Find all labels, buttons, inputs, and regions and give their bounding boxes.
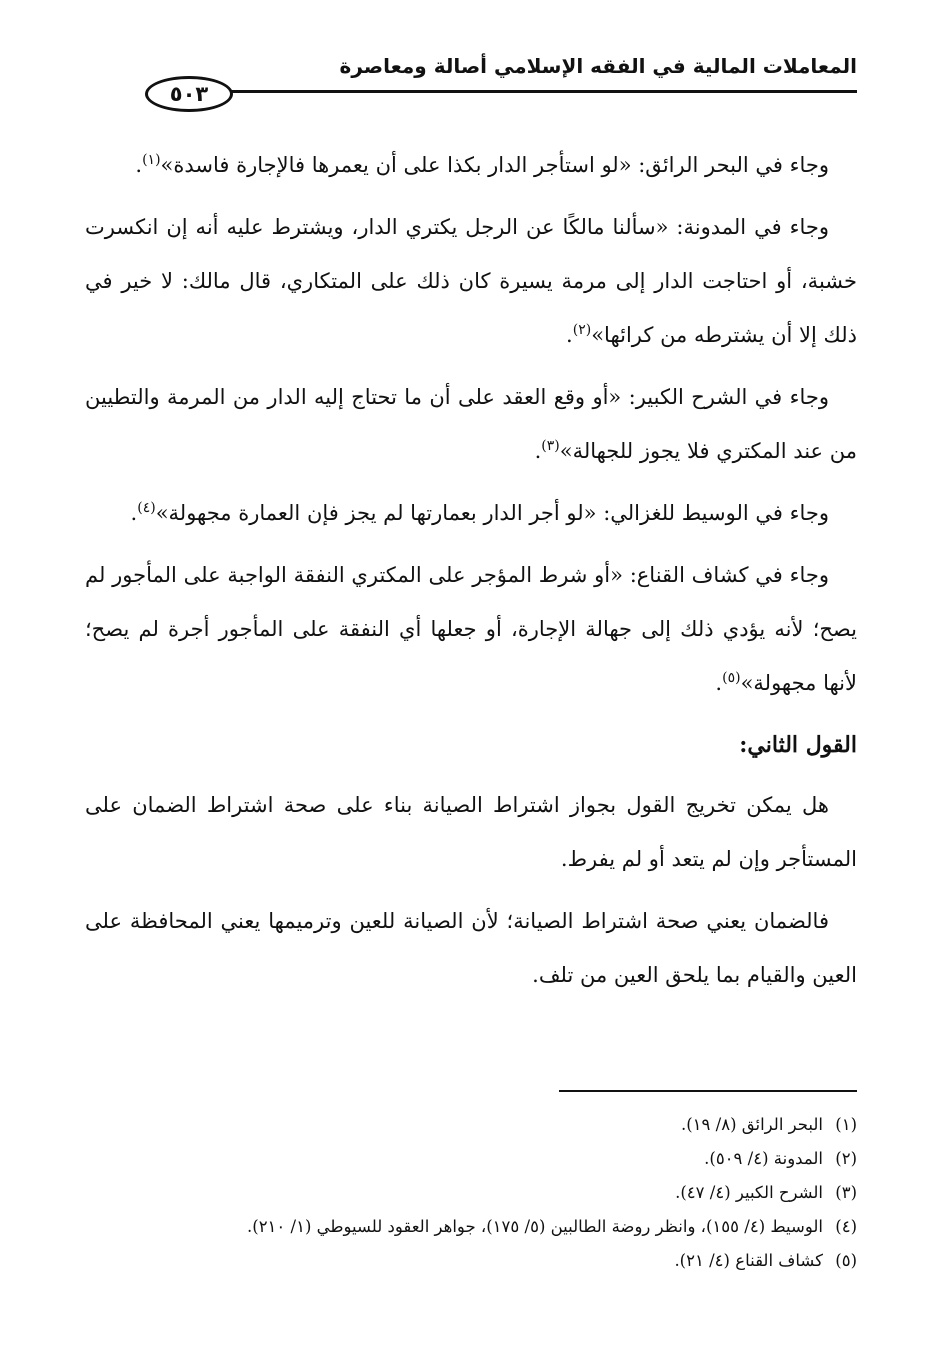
paragraph: وجاء في الشرح الكبير: «أو وقع العقد على أن ما تحتاج إليه الدار من المرمة والتطيين من عند المكتري فلا يجوز للجهالة»$^{(٣)}$. [85,385,857,463]
header-rule [230,90,857,93]
page-header [85,52,857,106]
footnote-number: (٣) [835,1183,857,1202]
paragraph: وجاء في الوسيط للغزالي: «لو أجر الدار بعمارتها لم يجز فإن العمارة مجهولة»$^{(٤)}$. [130,500,829,525]
footnote-number: (٢) [835,1149,857,1168]
paragraph: هل يمكن تخريج القول بجواز اشتراط الصيانة بناء على صحة اشتراط الضمان على المستأجر وإن لم يتعد أو لم يفرط. [85,793,857,871]
footnote-ref: (٤) [137,500,156,516]
footnote-text: الوسيط (٤/ ١٥٥)، وانظر روضة الطالبين (٥/ ١٧٥)، جواهر العقود للسيوطي (١/ ٢١٠). [247,1217,823,1236]
paragraph: وجاء في المدونة: «سألنا مالكًا عن الرجل يكتري الدار، ويشترط عليه أنه إن انكسرت خشبة، أو احتاجت الدار إلى مرمة يسيرة كان ذلك على المتكاري، قال مالك: لا خير في ذلك إلا أن يشترطه من كرائها»$^{(٢)}$. [85,215,857,347]
footnote [85,1142,857,1176]
footnote-text: الشرح الكبير (٤/ ٤٧). [675,1183,823,1202]
footnote [85,1108,857,1142]
body-text [85,138,857,1010]
footnote [85,1244,857,1278]
paragraph: وجاء في البحر الرائق: «لو استأجر الدار بكذا على أن يعمرها فالإجارة فاسدة»$^{(١)}$. [135,152,829,177]
footnote-ref: (٢) [572,322,592,338]
footnote-ref: (١) [142,152,161,168]
footnote-separator [559,1090,857,1092]
footnote-text: البحر الرائق (٨/ ١٩). [680,1115,823,1134]
section-heading: القول الثاني: [739,732,857,758]
footnote-number: (٤) [835,1217,857,1236]
footnote-ref: (٣) [541,438,560,454]
footnote [85,1176,857,1210]
footnote [85,1210,857,1244]
running-title: المعاملات المالية في الفقه الإسلامي أصالة ومعاصرة [339,54,857,78]
page-number: ٥٠٣ [145,76,233,112]
footnotes [85,1108,857,1278]
footnote-text: كشاف القناع (٤/ ٢١). [674,1251,823,1270]
paragraph: وجاء في كشاف القناع: «أو شرط المؤجر على المكتري النفقة الواجبة على المأجور لم يصح؛ لأنه يؤدي ذلك إلى جهالة الإجارة، أو جعلها أي النفقة على المأجور أجرة لم يصح؛ لأنها مجهولة»$^{(٥)}$. [85,563,857,695]
footnote-text: المدونة (٤/ ٥٠٩). [704,1149,823,1168]
footnote-number: (٥) [835,1251,857,1270]
paragraph: فالضمان يعني صحة اشتراط الصيانة؛ لأن الصيانة للعين وترميمها يعني المحافظة على العين والقيام بما يلحق العين من تلف. [85,909,857,987]
footnote-ref: (٥) [722,670,741,686]
footnote-number: (١) [835,1115,857,1134]
